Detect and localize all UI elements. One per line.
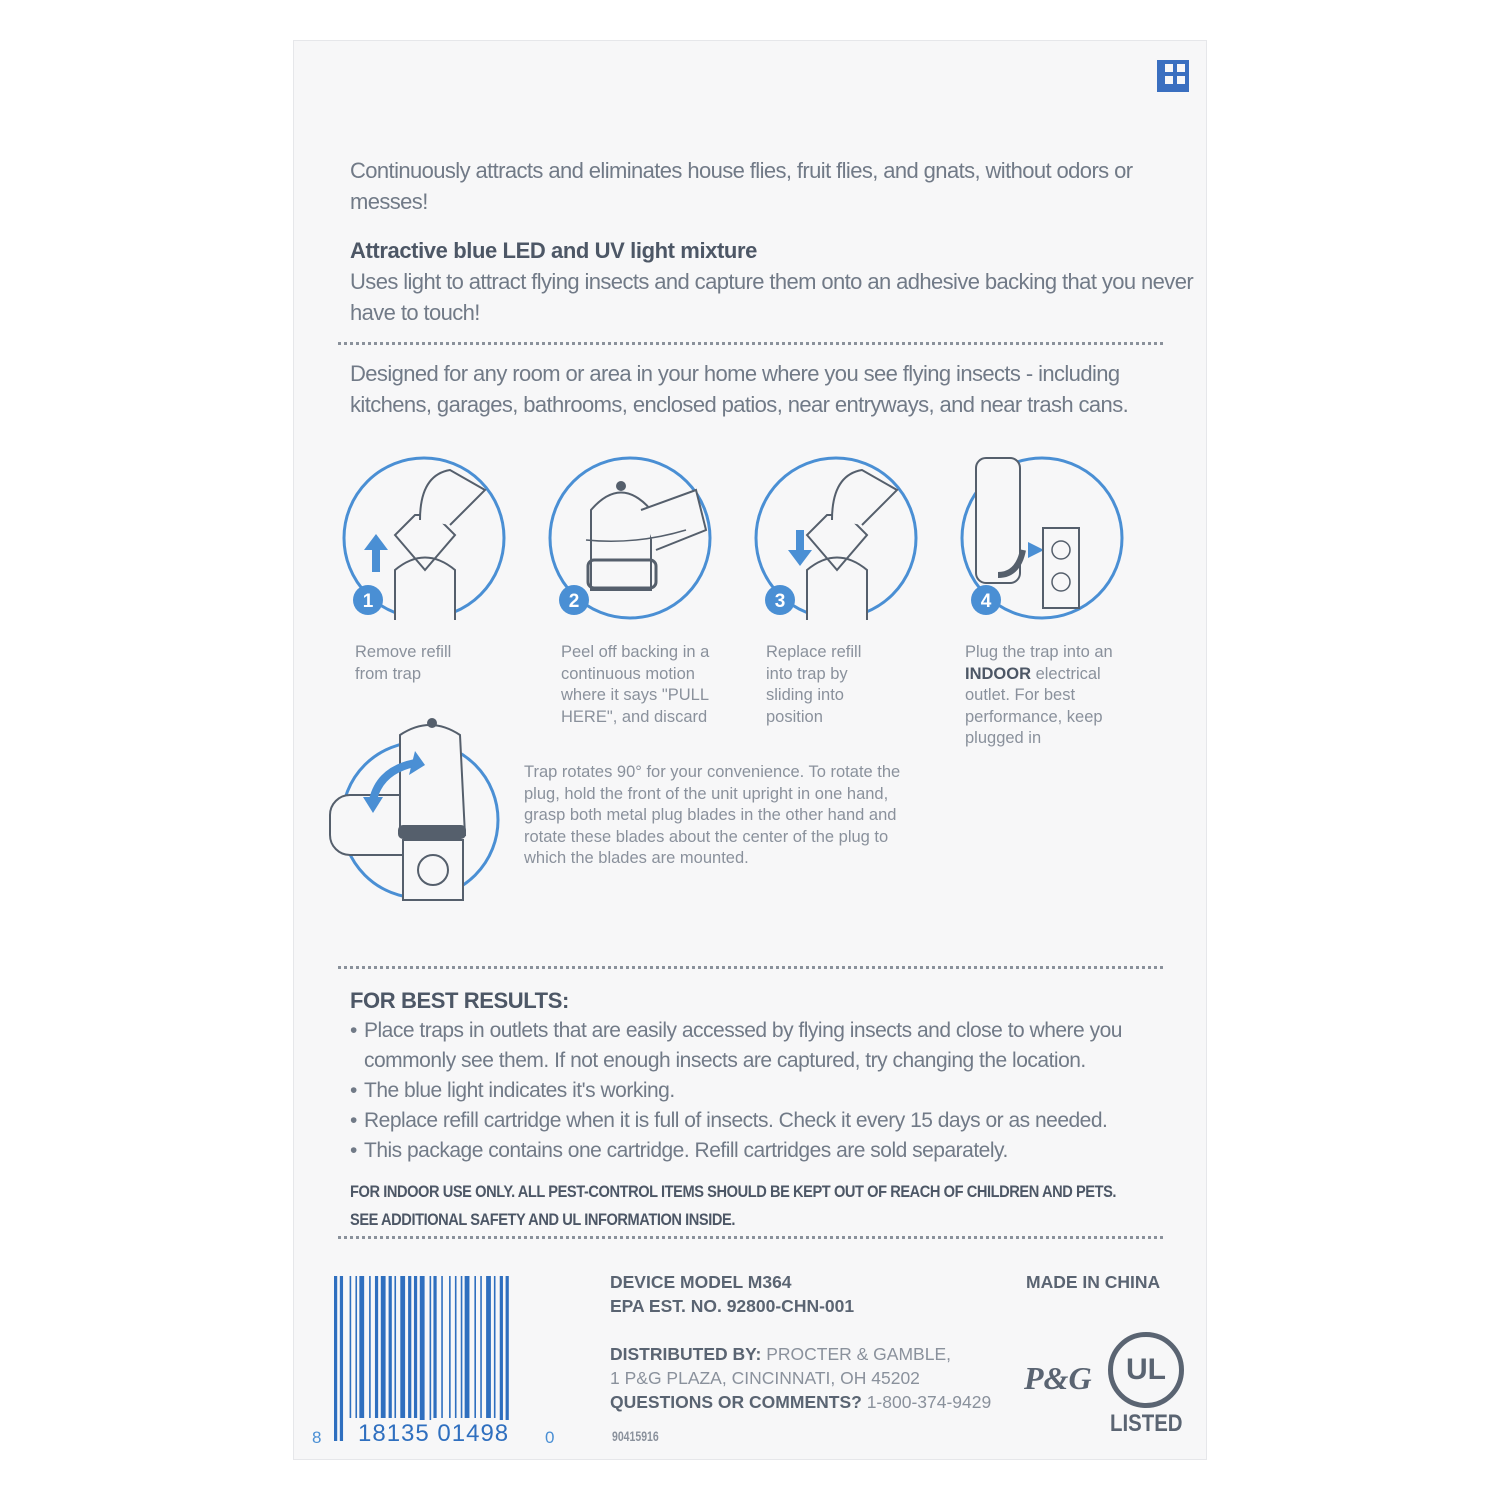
barcode-bar <box>455 1276 457 1418</box>
datamatrix-cell <box>1165 84 1169 88</box>
barcode-bar <box>414 1276 417 1418</box>
barcode-bar <box>400 1276 405 1418</box>
step-3-illustration <box>752 450 924 620</box>
datamatrix-cell <box>1165 60 1169 64</box>
datamatrix-cell <box>1157 80 1161 84</box>
datamatrix-cell <box>1161 68 1165 72</box>
datamatrix-cell <box>1161 60 1165 64</box>
step-number: 4 <box>980 591 992 612</box>
address: 1 P&G PLAZA, CINCINNATI, OH 45202 <box>610 1368 920 1388</box>
datamatrix-cell <box>1157 68 1161 72</box>
barcode-bar <box>494 1276 496 1418</box>
datamatrix-cell <box>1181 72 1185 76</box>
list-item: • Replace refill cartridge when it is full of insects. Check it every 15 days or as needed. <box>350 1109 1108 1132</box>
feature-heading: Attractive blue LED and UV light mixture <box>350 238 757 263</box>
datamatrix-cell <box>1173 84 1177 88</box>
designed-text: Designed for any room or area in your home where you see flying insects - including kitchens, garages, bathrooms, enclosed patios, near entryways, and near trash cans. <box>350 361 1129 417</box>
barcode-bar <box>369 1276 371 1418</box>
datamatrix-cell <box>1173 64 1177 68</box>
rotate-note: Trap rotates 90° for your convenience. To rotate the plug, hold the front of the unit upright in one hand, grasp both metal plug blades in the other hand and rotate these blades about the center of the plug to which the blades are mounted. <box>524 763 901 867</box>
barcode-bar <box>500 1276 503 1441</box>
barcode-bar <box>430 1276 432 1441</box>
datamatrix-cell <box>1165 72 1169 76</box>
barcode-bar <box>474 1276 476 1418</box>
top-text-section <box>350 155 1200 420</box>
datamatrix-cell <box>1185 60 1189 64</box>
datamatrix-cell <box>1185 72 1189 76</box>
step-2-text: Peel off backing in a continuous motion where it says "PULL HERE", and discard <box>561 643 710 726</box>
datamatrix-cell <box>1157 88 1161 92</box>
epa-number: EPA EST. NO. 92800-CHN-001 <box>610 1296 855 1316</box>
list-item: • Place traps in outlets that are easily accessed by flying insects and close to where you commonly see them. If not enough insects are captured, try changing the location. <box>350 1019 1122 1072</box>
datamatrix-cell <box>1161 84 1165 88</box>
barcode-bar <box>480 1276 482 1418</box>
datamatrix-cell <box>1169 88 1173 92</box>
datamatrix-cell <box>1185 76 1189 80</box>
datamatrix-cell <box>1177 60 1181 64</box>
warning-line-1: FOR INDOOR USE ONLY. ALL PEST-CONTROL ITEMS SHOULD BE KEPT OUT OF REACH OF CHILDREN AND PETS. <box>350 1182 1117 1201</box>
datamatrix-cell <box>1173 76 1177 80</box>
datamatrix-cell <box>1161 76 1165 80</box>
best-results-section <box>350 986 1200 1239</box>
datamatrix-cell <box>1177 84 1181 88</box>
datamatrix-cell <box>1185 68 1189 72</box>
datamatrix-cell <box>1185 80 1189 84</box>
datamatrix-cell <box>1161 80 1165 84</box>
list-item: • This package contains one cartridge. Refill cartridges are sold separately. <box>350 1139 1008 1162</box>
barcode-bar <box>334 1276 337 1441</box>
made-in: MADE IN CHINA <box>1026 1272 1161 1292</box>
datamatrix-cell <box>1185 84 1189 88</box>
best-results-list <box>350 1016 1200 1166</box>
barcode-bar <box>465 1276 470 1418</box>
product-code: 90415916 <box>612 1428 659 1444</box>
barcode-bar <box>433 1276 436 1418</box>
divider <box>338 966 1163 969</box>
datamatrix-cell <box>1161 64 1165 68</box>
datamatrix-cell <box>1157 60 1161 64</box>
barcode-bar <box>486 1276 491 1418</box>
step-number: 1 <box>362 591 374 612</box>
step-2-illustration <box>546 450 718 620</box>
divider <box>338 1236 1163 1239</box>
datamatrix-cell <box>1173 88 1177 92</box>
barcode-bar <box>461 1276 463 1418</box>
step-1-text: Remove refill from trap <box>355 643 452 683</box>
datamatrix-cell <box>1177 88 1181 92</box>
datamatrix-cell <box>1185 88 1189 92</box>
barcode-right-digit: 0 <box>545 1428 555 1447</box>
barcode-bar <box>389 1276 392 1418</box>
barcode-bar <box>381 1276 386 1418</box>
distributor: DISTRIBUTED BY: PROCTER & GAMBLE, <box>610 1344 951 1364</box>
barcode-bar <box>355 1276 357 1418</box>
intro-text: Continuously attracts and eliminates house flies, fruit flies, and gnats, without odors or messes! <box>350 158 1133 214</box>
datamatrix-cell <box>1173 68 1177 72</box>
datamatrix-cell <box>1169 84 1173 88</box>
barcode-bar <box>408 1276 411 1418</box>
feature-text: Uses light to attract flying insects and capture them onto an adhesive backing that you never have to touch! <box>350 269 1194 325</box>
datamatrix-cell <box>1169 60 1173 64</box>
divider <box>338 342 1163 345</box>
step-number: 2 <box>568 591 580 612</box>
barcode-bar <box>449 1276 451 1418</box>
ul-logo: UL <box>1108 1332 1184 1408</box>
step-3-text: Replace refill into trap by sliding into position <box>766 643 862 726</box>
barcode-bar <box>375 1276 378 1418</box>
best-results-heading: FOR BEST RESULTS: <box>350 988 569 1013</box>
warning-line-2: SEE ADDITIONAL SAFETY AND UL INFORMATION INSIDE. <box>350 1210 735 1229</box>
datamatrix-cell <box>1157 76 1161 80</box>
datamatrix-cell <box>1181 60 1185 64</box>
barcode-bar <box>506 1276 509 1441</box>
datamatrix-cell <box>1157 84 1161 88</box>
questions: QUESTIONS OR COMMENTS? 1-800-374-9429 <box>610 1392 992 1412</box>
step-4-text: Plug the trap into an INDOOR electrical outlet. For best performance, keep plugged in <box>965 643 1113 747</box>
datamatrix-cell <box>1185 64 1189 68</box>
datamatrix-cell <box>1169 72 1173 76</box>
step-number: 3 <box>774 591 786 612</box>
datamatrix-cell <box>1181 84 1185 88</box>
barcode <box>330 1276 540 1444</box>
step-1-illustration <box>340 450 512 620</box>
barcode-bar <box>394 1276 396 1418</box>
datamatrix-cell <box>1157 72 1161 76</box>
datamatrix-code <box>1157 60 1191 92</box>
barcode-left-digit: 8 <box>312 1428 322 1447</box>
barcode-bar <box>359 1276 364 1418</box>
datamatrix-cell <box>1181 88 1185 92</box>
datamatrix-cell <box>1157 64 1161 68</box>
barcode-bar <box>350 1276 352 1418</box>
pg-logo: P&G <box>1024 1360 1092 1396</box>
list-item: • The blue light indicates it's working. <box>350 1079 675 1102</box>
datamatrix-cell <box>1161 88 1165 92</box>
datamatrix-cell <box>1173 80 1177 84</box>
datamatrix-cell <box>1177 72 1181 76</box>
device-model: DEVICE MODEL M364 <box>610 1272 792 1292</box>
barcode-number: 18135 01498 <box>358 1420 510 1447</box>
ul-listed: LISTED <box>1110 1410 1183 1437</box>
rotate-illustration <box>325 715 515 905</box>
barcode-bar <box>420 1276 425 1441</box>
barcode-bar <box>340 1276 343 1441</box>
datamatrix-cell <box>1173 60 1177 64</box>
datamatrix-cell <box>1173 72 1177 76</box>
barcode-bar <box>441 1276 443 1418</box>
datamatrix-cell <box>1165 88 1169 92</box>
datamatrix-cell <box>1161 72 1165 76</box>
step-4-illustration <box>958 450 1130 620</box>
